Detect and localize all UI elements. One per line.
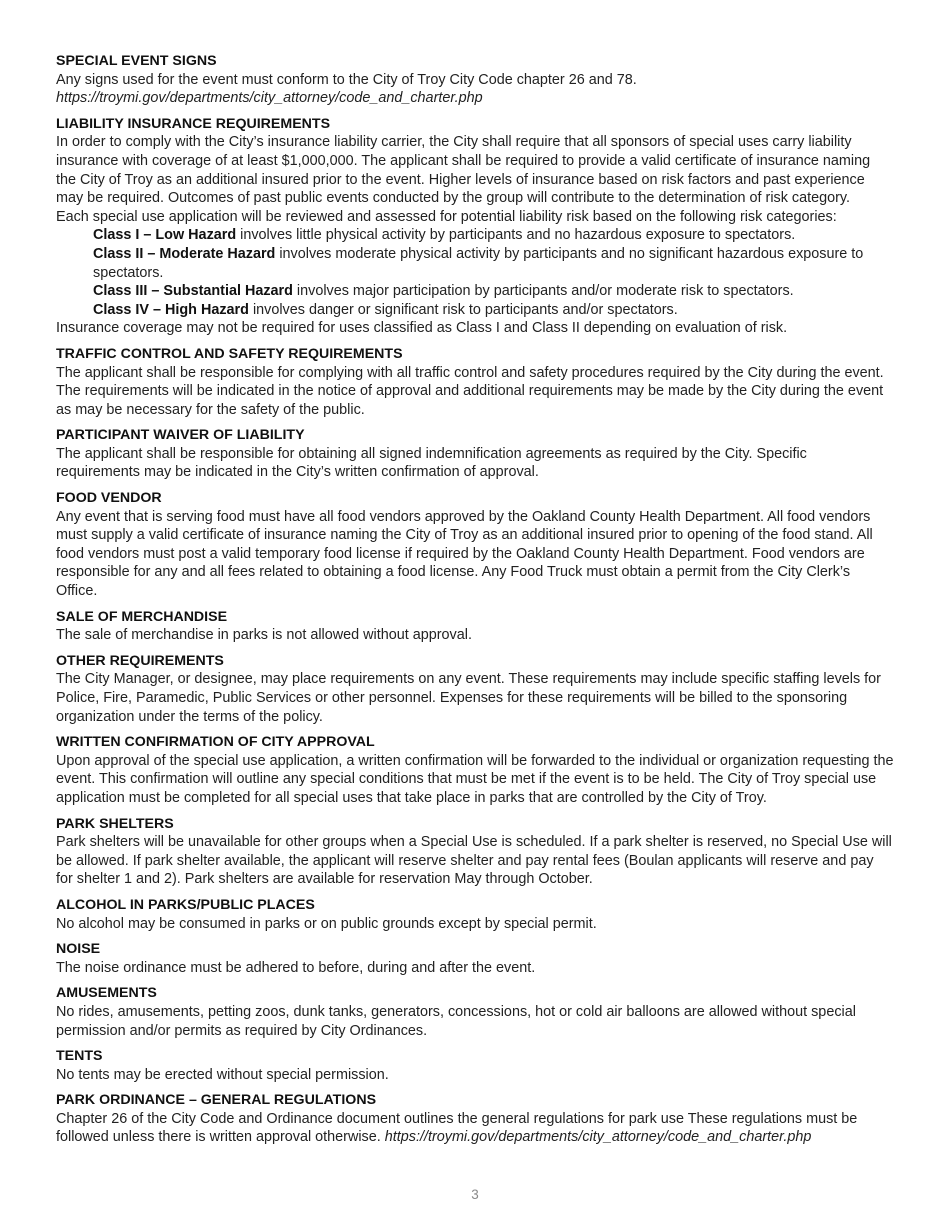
- risk-class-item: [93, 301, 894, 320]
- section-text: Upon approval of the special use application, a written confirmation will be forwarded to the individual or organization requesting the event. This confirmation will outline any special conditions that must be met if the event is to be held. The City of Troy special use application must be completed for all special uses that take place in parks that are controlled by the City of Troy.: [56, 752, 894, 806]
- section-heading: PARTICIPANT WAIVER OF LIABILITY: [56, 427, 305, 444]
- section-noise: [56, 940, 894, 977]
- section-heading: SALE OF MERCHANDISE: [56, 608, 228, 625]
- risk-class-desc: involves major participation by participants and/or moderate risk to spectators.: [292, 283, 794, 300]
- section-text: Insurance coverage may not be required for uses classified as Class I and Class II depending on evaluation of risk.: [56, 320, 788, 337]
- risk-class-name: Class IV – High Hazard: [93, 301, 249, 318]
- risk-class-desc: involves danger or significant risk to participants and/or spectators.: [248, 301, 678, 318]
- section-heading: FOOD VENDOR: [56, 490, 162, 507]
- risk-class-desc: involves moderate physical activity by participants and no significant hazardous exposure to spectators.: [93, 245, 864, 281]
- section-text: Each special use application will be reviewed and assessed for potential liability risk based on the following risk categories:: [56, 208, 837, 225]
- risk-class-name: Class II – Moderate Hazard: [93, 245, 276, 262]
- ordinance-text: Chapter 26 of the City Code and Ordinance document outlines the general regulations for park use These regulations must be followed unless there is written approval otherwise.: [56, 1110, 858, 1146]
- document-page: [56, 52, 894, 1154]
- section-liability-insurance: [56, 115, 894, 338]
- section-heading: NOISE: [56, 941, 101, 958]
- section-heading: OTHER REQUIREMENTS: [56, 652, 224, 669]
- code-charter-link[interactable]: https://troymi.gov/departments/city_attorney/code_and_charter.php: [384, 1129, 812, 1146]
- section-food-vendor: [56, 489, 894, 601]
- section-heading: PARK ORDINANCE – GENERAL REGULATIONS: [56, 1092, 377, 1109]
- section-text: No rides, amusements, petting zoos, dunk tanks, generators, concessions, hot or cold air balloons are allowed without special permission and/or permits as required by City Ordinances.: [56, 1003, 856, 1039]
- risk-class-name: Class III – Substantial Hazard: [93, 283, 293, 300]
- section-text: The noise ordinance must be adhered to before, during and after the event.: [56, 959, 536, 976]
- page-number: 3: [471, 1187, 479, 1202]
- section-other-requirements: [56, 652, 894, 726]
- section-heading: LIABILITY INSURANCE REQUIREMENTS: [56, 115, 331, 132]
- section-text: No alcohol may be consumed in parks or on public grounds except by special permit.: [56, 915, 597, 932]
- risk-class-desc: involves little physical activity by participants and no hazardous exposure to spectators.: [236, 227, 796, 244]
- section-text: The applicant shall be responsible for obtaining all signed indemnification agreements as required by the City. Specific requirements may be indicated in the City’s written confirmation of approval.: [56, 445, 807, 481]
- section-traffic-control: [56, 345, 894, 419]
- section-participant-waiver: [56, 426, 894, 482]
- section-text: In order to comply with the City’s insurance liability carrier, the City shall require that all sponsors of special uses carry liability insurance with coverage of at least $1,000,000. The applicant shall be required to provide a valid certificate of insurance naming the City of Troy as an additional insured prior to the event. Higher levels of insurance based on risk factors and past experience may be required. Outcomes of past public events conducted by the group will contribute to the determination of risk category.: [56, 134, 871, 207]
- section-park-ordinance: [56, 1091, 894, 1147]
- risk-class-name: Class I – Low Hazard: [93, 227, 237, 244]
- section-heading: TENTS: [56, 1048, 103, 1065]
- section-amusements: [56, 984, 894, 1040]
- section-heading: ALCOHOL IN PARKS/PUBLIC PLACES: [56, 896, 315, 913]
- section-written-confirmation: [56, 733, 894, 807]
- section-park-shelters: [56, 815, 894, 889]
- section-tents: [56, 1047, 894, 1084]
- section-text: Park shelters will be unavailable for other groups when a Special Use is scheduled. If a park shelter is reserved, no Special Use will be allowed. If park shelter available, the applicant will reserve shelter and pay rental fees (Boulan applicants will reserve and pay for shelter 1 and 2). Park shelters are available for reservation May through October.: [56, 834, 892, 888]
- section-text: [56, 1110, 894, 1147]
- section-heading: WRITTEN CONFIRMATION OF CITY APPROVAL: [56, 734, 375, 751]
- section-text: No tents may be erected without special permission.: [56, 1066, 389, 1083]
- section-heading: TRAFFIC CONTROL AND SAFETY REQUIREMENTS: [56, 345, 403, 362]
- section-text: The City Manager, or designee, may place requirements on any event. These requirements may include specific staffing levels for Police, Fire, Paramedic, Public Services or other personnel. Expenses for these requirements will be billed to the sponsoring organization under the terms of the policy.: [56, 671, 881, 725]
- risk-class-item: [93, 226, 894, 245]
- section-heading: SPECIAL EVENT SIGNS: [56, 53, 217, 69]
- section-sale-of-merchandise: [56, 608, 894, 645]
- code-charter-link[interactable]: https://troymi.gov/departments/city_attorney/code_and_charter.php: [56, 90, 483, 107]
- section-alcohol: [56, 896, 894, 933]
- section-text: Any event that is serving food must have all food vendors approved by the Oakland County Health Department. All food vendors must supply a valid certificate of insurance naming the City of Troy as an additional insured prior to opening of the food stand. All food vendors must post a valid temporary food license if required by the Oakland County Health Department. Food vendors are responsible for any and all fees related to obtaining a food license. Any Food Truck must obtain a permit from the City Clerk’s Office.: [56, 508, 873, 600]
- risk-class-item: [93, 282, 894, 301]
- section-text: The sale of merchandise in parks is not allowed without approval.: [56, 627, 472, 644]
- section-heading: PARK SHELTERS: [56, 815, 174, 832]
- risk-class-list: [56, 226, 894, 319]
- section-text: The applicant shall be responsible for complying with all traffic control and safety procedures required by the City during the event. The requirements will be indicated in the notice of approval and additional requirements may be made by the City during the event as may be necessary for the safety of the public.: [56, 364, 884, 418]
- section-text: Any signs used for the event must conform to the City of Troy City Code chapter 26 and 78.: [56, 71, 637, 88]
- section-heading: AMUSEMENTS: [56, 985, 157, 1002]
- section-special-event-signs: [56, 52, 894, 108]
- risk-class-item: [93, 245, 894, 282]
